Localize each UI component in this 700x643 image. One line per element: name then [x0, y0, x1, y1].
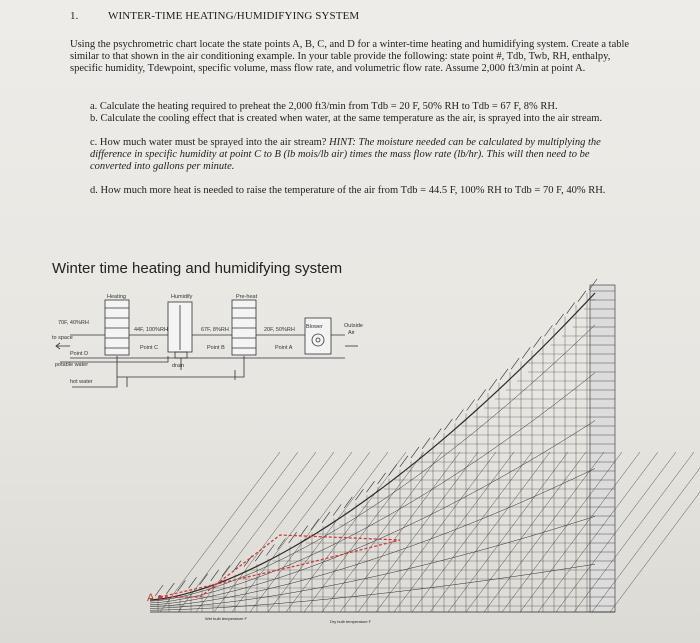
- point-d-label: Point D: [70, 351, 89, 357]
- wet-bulb-scale-tick: [578, 291, 586, 302]
- point-b-label: Point B: [207, 345, 225, 351]
- wet-bulb-scale-tick: [300, 526, 308, 537]
- system-schematic: [56, 300, 358, 387]
- to-space-label: to space: [52, 335, 73, 341]
- potable-water-label: potable water: [55, 362, 89, 368]
- wet-bulb-scale-tick: [500, 369, 508, 380]
- wet-bulb-scale-tick: [355, 489, 363, 500]
- wet-bulb-scale-tick: [411, 447, 419, 458]
- preheat-label: Pre-heat: [236, 294, 258, 300]
- wet-bulb-scale-tick: [478, 389, 486, 400]
- wet-bulb-scale-tick: [166, 583, 174, 594]
- part-d: d. How much more heat is needed to raise the temperature of the air from Tdb = 44.5 F, 100% RH to Tdb = 70 F, 40% RH.: [90, 185, 606, 196]
- wet-bulb-scale-tick: [456, 409, 464, 420]
- wet-bulb-scale-tick: [311, 519, 319, 530]
- part-c-hint: HINT: The moisture needed can be calculated by multiplying the difference in specific humidity at point C to B (lb mois/lb air) times the mass flow rate (lb/hr). This will then need to be converted into gallons per minute.: [90, 137, 601, 172]
- relative-humidity-curve: [150, 468, 595, 606]
- drain-label: drain: [172, 363, 185, 369]
- wet-bulb-scale-tick: [545, 325, 553, 336]
- wet-bulb-scale-tick: [322, 512, 330, 523]
- wet-bulb-scale-tick: [378, 473, 386, 484]
- wet-bulb-scale-tick: [556, 314, 564, 325]
- wet-bulb-axis-label: Wet bulb temperature F: [205, 616, 247, 621]
- problem-intro: Using the psychrometric chart locate the state points A, B, C, and D for a winter-time heating and humidifying system. Create a table similar to that shown in the air conditioning example. In your table provide the following: state point #, Tdb, Twb, RH, enthalpy, specific humidity, Tdewpoint, specific volume, mass flow rate, and volumetric flow rate. Assume 2,000 ft3/min at point A.: [70, 39, 630, 74]
- part-a: a. Calculate the heating required to preheat the 2,000 ft3/min from Tdb = 20 F, 50% RH to Tdb = 67 F, 8% RH.: [90, 101, 558, 112]
- problem-number: 1.: [70, 10, 79, 22]
- wet-bulb-scale-tick: [389, 464, 397, 475]
- wet-bulb-scale-tick: [511, 358, 519, 369]
- wet-bulb-scale-tick: [211, 570, 219, 581]
- state-c-label: 44F, 100%RH: [134, 327, 168, 333]
- wet-bulb-scale-tick: [422, 438, 430, 449]
- wet-bulb-line: [556, 452, 676, 612]
- problem-title: WINTER-TIME HEATING/HUMIDIFYING SYSTEM: [108, 10, 360, 22]
- wet-bulb-scale-tick: [344, 497, 352, 508]
- hot-water-label: hot water: [70, 379, 93, 385]
- wet-bulb-scale-tick: [533, 336, 541, 347]
- wet-bulb-scale-tick: [400, 456, 408, 467]
- state-b-label: 67F, 8%RH: [201, 327, 229, 333]
- figure-title: Winter time heating and humidifying system: [52, 260, 343, 277]
- point-c-label: Point C: [140, 345, 159, 351]
- wet-bulb-scale-tick: [467, 400, 475, 411]
- point-a-label: Point A: [275, 345, 293, 351]
- humidify-label: Humidify: [171, 294, 193, 300]
- part-c-question: c. How much water must be sprayed into the air stream?: [90, 137, 327, 148]
- wet-bulb-scale-tick: [155, 585, 163, 596]
- wet-bulb-scale-tick: [567, 302, 575, 313]
- wet-bulb-scale-tick: [200, 574, 208, 585]
- wet-bulb-scale-tick: [289, 532, 297, 543]
- state-point-a: [158, 595, 162, 599]
- part-b: b. Calculate the cooling effect that is created when water, at the same temperature as the air, is sprayed into the air stream.: [90, 113, 603, 124]
- wet-bulb-scale-tick: [444, 419, 452, 430]
- wet-bulb-scale-tick: [177, 580, 185, 591]
- wet-bulb-scale-tick: [433, 429, 441, 440]
- wet-bulb-scale-tick: [333, 505, 341, 516]
- state-a-label: 20F, 50%RH: [264, 327, 295, 333]
- dry-bulb-axis-label: Dry bulb temperature F: [330, 619, 372, 624]
- wet-bulb-scale-tick: [367, 481, 375, 492]
- saturation-curve: [150, 293, 595, 600]
- wet-bulb-scale-tick: [489, 379, 497, 390]
- wet-bulb-scale-tick: [522, 347, 530, 358]
- blower-label: Blower: [306, 324, 323, 330]
- to-space-state: 70F, 40%RH: [58, 320, 89, 326]
- wet-bulb-line: [610, 452, 700, 612]
- relative-humidity-curve: [150, 325, 595, 601]
- state-point-a-marker: A: [147, 592, 155, 604]
- outside-air-label-2: Air: [348, 330, 355, 336]
- wet-bulb-scale-tick: [278, 539, 286, 550]
- outside-air-label: Outside: [344, 323, 363, 329]
- heating-label: Heating: [107, 294, 126, 300]
- wet-bulb-scale-tick: [189, 577, 197, 588]
- humidifier-sump: [175, 352, 187, 358]
- wet-bulb-scale-tick: [266, 544, 274, 555]
- humidity-ratio-scale: [590, 285, 615, 612]
